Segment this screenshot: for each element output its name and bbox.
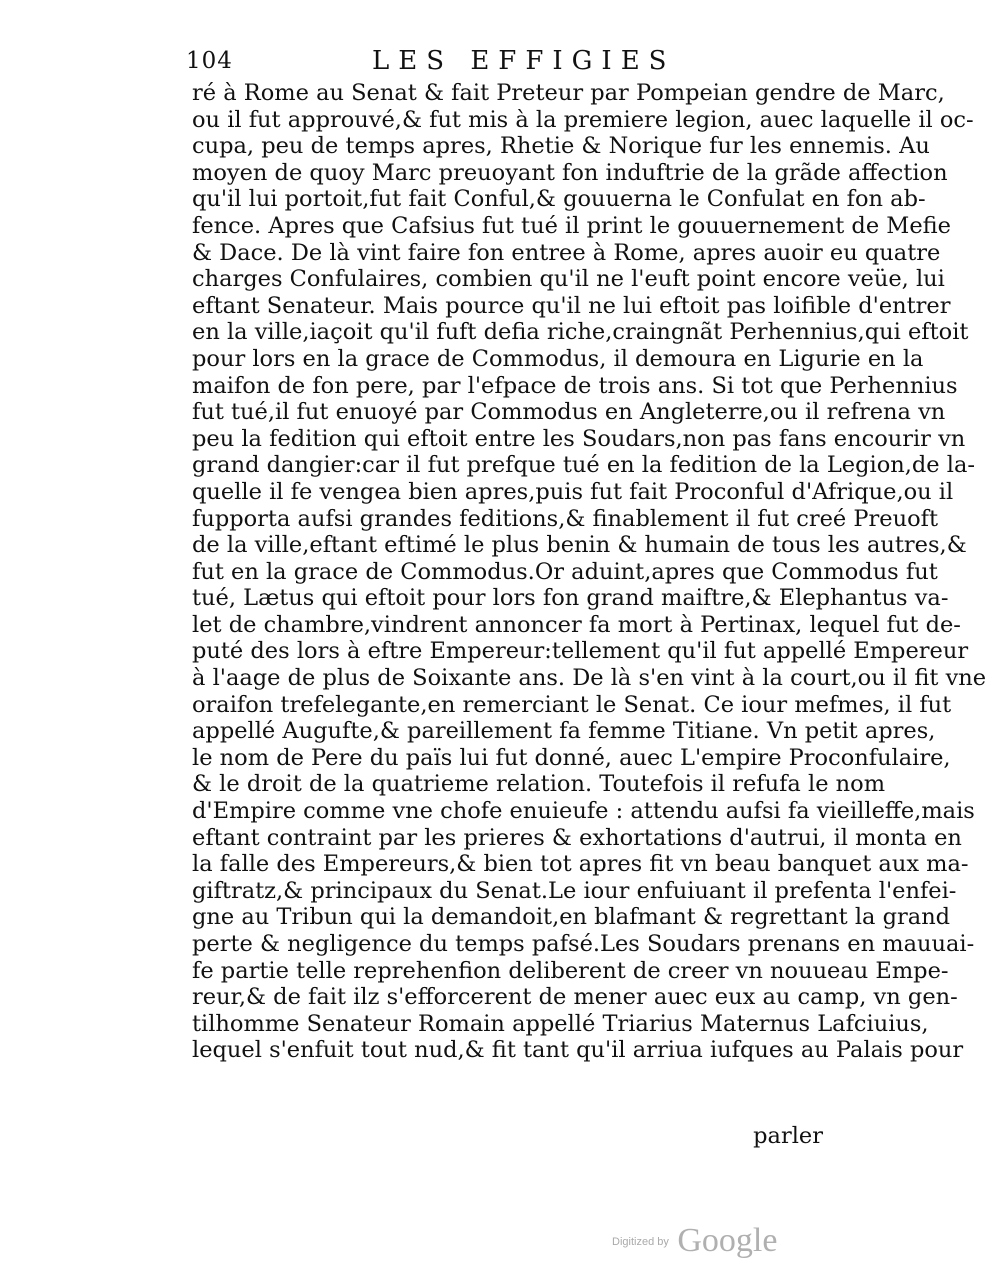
watermark-prefix: Digitized by bbox=[612, 1236, 669, 1248]
text-line: en la ville,iaçoit qu'il fuft defia riche,craingnãt Perhennius,qui eftoit bbox=[192, 319, 969, 346]
running-title: LES EFFIGIES bbox=[372, 46, 676, 76]
text-line: le nom de Pere du païs lui fut donné, auec L'empire Proconfulaire, bbox=[192, 744, 951, 771]
text-line: lequel s'enfuit tout nud,& fit tant qu'il arriua iufques au Palais pour bbox=[192, 1037, 964, 1064]
text-line: quelle il fe vengea bien apres,puis fut fait Proconful d'Afrique,ou il bbox=[192, 478, 954, 505]
text-line: fence. Apres que Cafsius fut tué il print le gouuernement de Mefie bbox=[192, 212, 951, 239]
text-line: fe partie telle reprehenfion deliberent de creer vn nouueau Empe- bbox=[192, 957, 949, 984]
text-line: tué, Lætus qui eftoit pour lors fon grand maiftre,& Elephantus va- bbox=[192, 585, 949, 612]
text-line: ré à Rome au Senat & fait Preteur par Pompeian gendre de Marc, bbox=[192, 80, 945, 106]
catchword: parler bbox=[753, 1123, 823, 1149]
text-line: oraifon trefelegante,en remerciant le Senat. Ce iour mefmes, il fut bbox=[192, 691, 952, 718]
text-line: appellé Augufte,& pareillement fa femme Titiane. Vn petit apres, bbox=[192, 718, 936, 745]
text-line: perte & negligence du temps pafsé.Les Soudars prenans en mauuai- bbox=[192, 931, 975, 957]
text-line: & le droit de la quatrieme relation. Toutefois il refufa le nom bbox=[192, 771, 886, 798]
text-line: giftratz,& principaux du Senat.Le iour enfuiuant il prefenta l'enfei- bbox=[192, 877, 957, 904]
text-line: qu'il lui portoit,fut fait Conful,& gouuerna le Confulat en fon ab- bbox=[192, 186, 926, 213]
text-line: d'Empire comme vne chofe enuieufe : attendu aufsi fa vieilleffe,mais bbox=[192, 798, 975, 825]
text-line: gne au Tribun qui la demandoit,en blafmant & regrettant la grand bbox=[192, 904, 951, 931]
text-line: moyen de quoy Marc preuoyant fon induftrie de la grãde affection bbox=[192, 159, 948, 186]
text-line: peu la fedition qui eftoit entre les Soudars,non pas fans encourir vn bbox=[192, 425, 966, 452]
google-logo: Google bbox=[677, 1222, 778, 1259]
text-line: let de chambre,vindrent annoncer fa mort à Pertinax, lequel fut de- bbox=[192, 611, 961, 638]
page-number: 104 bbox=[186, 48, 233, 74]
text-line: reur,& de fait ilz s'efforcerent de mener auec eux au camp, vn gen- bbox=[192, 984, 958, 1011]
text-line: fupporta aufsi grandes feditions,& finablement il fut creé Preuoft bbox=[192, 505, 939, 532]
text-line: à l'aage de plus de Soixante ans. De là s'en vint à la court,ou il fit vne bbox=[192, 665, 986, 692]
text-line: puté des lors à eftre Empereur:tellement qu'il fut appellé Empereur bbox=[192, 638, 969, 665]
text-line: eftant contraint par les prieres & exhortations d'autrui, il monta en bbox=[192, 824, 962, 851]
text-line: tilhomme Senateur Romain appellé Triarius Maternus Lafciuius, bbox=[192, 1010, 929, 1037]
text-line: eftant Senateur. Mais pource qu'il ne lui eftoit pas loifible d'entrer bbox=[192, 292, 951, 319]
text-line: fut tué,il fut enuoyé par Commodus en Angleterre,ou il refrena vn bbox=[192, 399, 946, 426]
text-line: cupa, peu de temps apres, Rhetie & Norique fur les ennemis. Au bbox=[192, 133, 930, 160]
text-line: de la ville,eftant eftimé le plus benin & humain de tous les autres,& bbox=[192, 532, 967, 559]
text-line: maifon de fon pere, par l'efpace de trois ans. Si tot que Perhennius bbox=[192, 372, 958, 399]
text-line: ou il fut approuvé,& fut mis à la premiere legion, auec laquelle il oc- bbox=[192, 106, 974, 133]
text-line: & Dace. De là vint faire fon entree à Rome, apres auoir eu quatre bbox=[192, 239, 941, 266]
text-line: la falle des Empereurs,& bien tot apres fit vn beau banquet aux ma- bbox=[192, 851, 969, 878]
text-line: charges Confulaires, combien qu'il ne l'euft point encore veüe, lui bbox=[192, 266, 945, 293]
text-line: fut en la grace de Commodus.Or aduint,apres que Commodus fut bbox=[192, 558, 938, 585]
body-text bbox=[192, 80, 986, 1064]
text-line: grand dangier:car il fut prefque tué en la fedition de la Legion,de la- bbox=[192, 452, 975, 479]
digitization-watermark bbox=[612, 1222, 777, 1260]
text-line: pour lors en la grace de Commodus, il demoura en Ligurie en la bbox=[192, 345, 924, 372]
